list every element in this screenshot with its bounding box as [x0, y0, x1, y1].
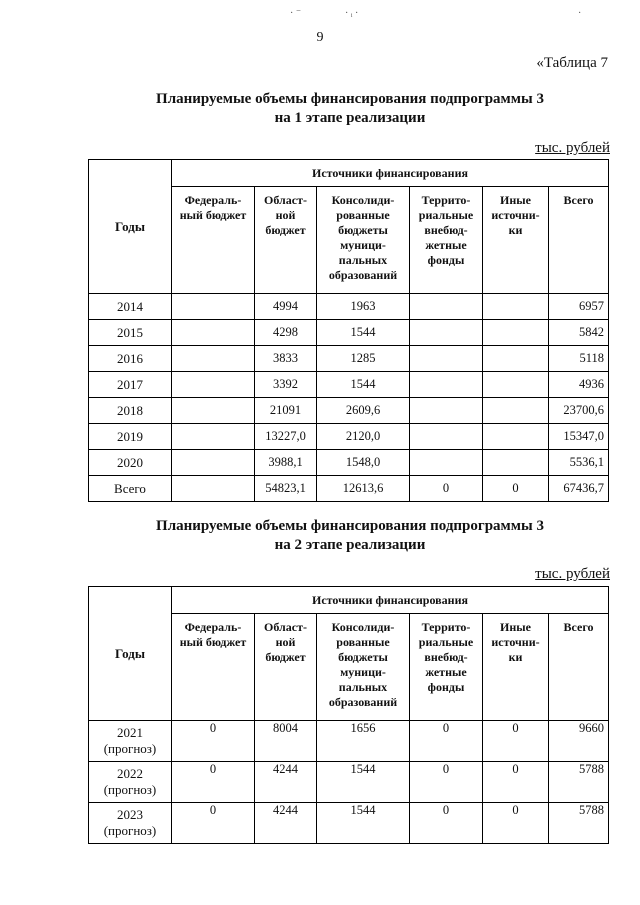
cell-other: 0 [483, 803, 549, 844]
cell-consolidated: 1544 [317, 320, 410, 346]
cell-regional: 4298 [255, 320, 317, 346]
header-sources: Источники финансирования [172, 587, 609, 614]
cell-other [483, 346, 549, 372]
header-other: Иные источни- ки [483, 187, 549, 294]
year-label: 2022 [117, 766, 143, 781]
cell-territorial: 0 [410, 803, 483, 844]
cell-consolidated: 1285 [317, 346, 410, 372]
scan-artifact: · ⁻ [290, 8, 302, 19]
cell-year [89, 398, 172, 424]
scan-artifact: · ᵢ · [345, 8, 359, 19]
header-territorial: Террито- риальные внебюд- жетные фонды [410, 187, 483, 294]
header-consolidated: Консолиди- рованные бюджеты муници- пальных образований [317, 614, 410, 721]
cell-federal [172, 346, 255, 372]
forecast-note: (прогноз) [103, 782, 157, 797]
table-label: «Таблица 7 [536, 55, 608, 71]
table-row [89, 803, 609, 844]
table2-body [89, 721, 609, 844]
year-label: 2015 [117, 324, 143, 340]
cell-year [89, 346, 172, 372]
year-label: 2014 [117, 298, 143, 314]
cell-regional: 13227,0 [255, 424, 317, 450]
cell-consolidated: 1963 [317, 294, 410, 320]
header-years: Годы [89, 160, 172, 294]
year-label: 2017 [117, 376, 143, 392]
cell-territorial [410, 424, 483, 450]
table-row [89, 450, 609, 476]
cell-total: 5842 [549, 320, 609, 346]
cell-territorial: 0 [410, 721, 483, 762]
cell-total: 9660 [549, 721, 609, 762]
table-row [89, 346, 609, 372]
cell-federal: 0 [172, 762, 255, 803]
cell-federal [172, 450, 255, 476]
funding-table-stage1 [88, 159, 609, 502]
cell-total: 23700,6 [549, 398, 609, 424]
section2-title-line1: Планируемые объемы финансирования подпрограммы 3 [156, 518, 544, 534]
cell-consolidated: 1544 [317, 762, 410, 803]
header-consolidated: Консолиди- рованные бюджеты муници- пальных образований [317, 187, 410, 294]
table-row [89, 398, 609, 424]
cell-territorial [410, 450, 483, 476]
cell-year [89, 294, 172, 320]
section2-title [0, 517, 640, 555]
cell-federal [172, 398, 255, 424]
cell-federal [172, 372, 255, 398]
cell-regional: 3988,1 [255, 450, 317, 476]
cell-regional: 4994 [255, 294, 317, 320]
cell-year [89, 721, 172, 762]
cell-regional: 8004 [255, 721, 317, 762]
funding-table-stage2 [88, 586, 609, 844]
cell-total: 4936 [549, 372, 609, 398]
cell-federal: 0 [172, 721, 255, 762]
header-other: Иные источни- ки [483, 614, 549, 721]
table-row [89, 476, 609, 502]
cell-regional: 3392 [255, 372, 317, 398]
table1-body [89, 294, 609, 502]
year-label: 2019 [117, 428, 143, 444]
header-federal: Федераль- ный бюджет [172, 614, 255, 721]
year-label: Всего [114, 480, 146, 496]
cell-consolidated: 1544 [317, 372, 410, 398]
cell-total: 5536,1 [549, 450, 609, 476]
header-regional: Област- ной бюджет [255, 187, 317, 294]
page-number: 9 [316, 30, 324, 45]
table-row [89, 424, 609, 450]
cell-year [89, 424, 172, 450]
table-row [89, 721, 609, 762]
header-sources: Источники финансирования [172, 160, 609, 187]
cell-other: 0 [483, 721, 549, 762]
cell-total: 5118 [549, 346, 609, 372]
cell-regional: 4244 [255, 803, 317, 844]
header-total: Всего [549, 187, 609, 294]
cell-consolidated: 1656 [317, 721, 410, 762]
cell-federal [172, 294, 255, 320]
year-label: 2018 [117, 402, 143, 418]
table-row [89, 320, 609, 346]
cell-regional: 3833 [255, 346, 317, 372]
cell-other [483, 372, 549, 398]
header-federal: Федераль- ный бюджет [172, 187, 255, 294]
cell-year [89, 372, 172, 398]
cell-total: 67436,7 [549, 476, 609, 502]
cell-year [89, 320, 172, 346]
cell-year [89, 803, 172, 844]
year-label: 2023 [117, 807, 143, 822]
year-label: 2021 [117, 725, 143, 740]
header-years: Годы [89, 587, 172, 721]
cell-territorial: 0 [410, 476, 483, 502]
section1-title-line2: на 1 этапе реализации [274, 110, 426, 126]
cell-other: 0 [483, 762, 549, 803]
cell-total: 6957 [549, 294, 609, 320]
section2-title-line2: на 2 этапе реализации [274, 537, 426, 553]
cell-total: 5788 [549, 803, 609, 844]
year-label: 2016 [117, 350, 143, 366]
cell-consolidated: 12613,6 [317, 476, 410, 502]
header-regional: Област- ной бюджет [255, 614, 317, 721]
cell-year [89, 450, 172, 476]
forecast-note: (прогноз) [103, 741, 157, 756]
cell-territorial [410, 320, 483, 346]
section1-title [0, 90, 640, 128]
cell-other [483, 320, 549, 346]
cell-other: 0 [483, 476, 549, 502]
cell-federal [172, 320, 255, 346]
cell-other [483, 450, 549, 476]
cell-total: 15347,0 [549, 424, 609, 450]
section1-title-line1: Планируемые объемы финансирования подпрограммы 3 [156, 91, 544, 107]
cell-consolidated: 1544 [317, 803, 410, 844]
section1-units: тыс. рублей [535, 140, 610, 156]
cell-total: 5788 [549, 762, 609, 803]
cell-territorial [410, 294, 483, 320]
header-territorial: Террито- риальные внебюд- жетные фонды [410, 614, 483, 721]
cell-territorial: 0 [410, 762, 483, 803]
section2-units: тыс. рублей [535, 566, 610, 582]
forecast-note: (прогноз) [103, 823, 157, 838]
header-total: Всего [549, 614, 609, 721]
cell-other [483, 398, 549, 424]
cell-other [483, 294, 549, 320]
cell-consolidated: 2120,0 [317, 424, 410, 450]
cell-territorial [410, 398, 483, 424]
scan-artifact: · [578, 8, 582, 19]
table-row [89, 372, 609, 398]
cell-regional: 21091 [255, 398, 317, 424]
table-row [89, 762, 609, 803]
cell-consolidated: 2609,6 [317, 398, 410, 424]
cell-regional: 4244 [255, 762, 317, 803]
cell-regional: 54823,1 [255, 476, 317, 502]
cell-consolidated: 1548,0 [317, 450, 410, 476]
year-label: 2020 [117, 454, 143, 470]
cell-year [89, 762, 172, 803]
cell-territorial [410, 346, 483, 372]
cell-federal: 0 [172, 803, 255, 844]
cell-year [89, 476, 172, 502]
table-row [89, 294, 609, 320]
cell-federal [172, 476, 255, 502]
cell-territorial [410, 372, 483, 398]
cell-federal [172, 424, 255, 450]
cell-other [483, 424, 549, 450]
